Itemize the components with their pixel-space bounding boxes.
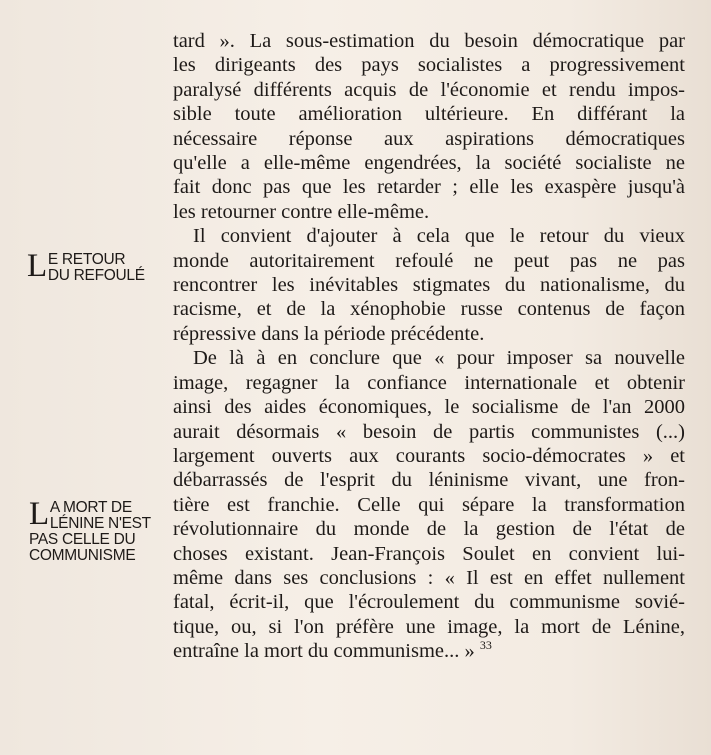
text-line: révolutionnaire du monde de la gestion de l'état de (173, 518, 685, 541)
text-line: ainsi des aides économiques, le socialisme de l'an 2000 (173, 396, 685, 419)
margin-note-line: A MORT DE (49, 499, 132, 516)
text-line: tière est franchie. Celle qui sépare la transformation (173, 493, 685, 516)
text-line-last (173, 639, 685, 663)
text-line: monde autoritairement refoulé ne peut pas ne pas (173, 249, 685, 272)
text-line: les retourner contre elle-même. (173, 200, 430, 223)
text-line: aurait désormais « besoin de partis communistes (...) (173, 420, 685, 443)
text-line: largement ouverts aux courants socio-démocrates » et (173, 444, 685, 467)
margin-note-retour-du-refoule (27, 248, 147, 284)
margin-note-mort-de-lenine (29, 496, 159, 564)
text-line: débarrassés de l'esprit du léninisme vivant, une fron- (173, 469, 685, 492)
paragraph-3 (173, 346, 685, 370)
text-line: sible toute amélioration ultérieure. En différant la (173, 103, 685, 126)
margin-note-line: PAS CELLE DU (29, 531, 136, 548)
margin-note-initial: L (27, 248, 47, 284)
margin-note-line: E RETOUR (47, 251, 126, 268)
text-line: tard ». La sous-estimation du besoin démocratique par (173, 30, 685, 52)
body-text (173, 29, 685, 664)
text-line: Il convient d'ajouter à cela que le retour du vieux (193, 225, 685, 248)
text-line: paralysé différents acquis de l'économie et rendu impos- (173, 78, 685, 101)
text-line: qu'elle a elle-même engendrées, la société socialiste ne (173, 152, 685, 175)
paragraph-2 (173, 224, 685, 248)
text-line: fatal, écrit-il, que l'écroulement du communisme sovié- (173, 591, 685, 614)
margin-note-line: COMMUNISME (29, 547, 136, 564)
margin-note-initial: L (29, 496, 49, 532)
paragraph-1 (173, 29, 685, 224)
margin-note-line: LÉNINE N'EST (49, 515, 151, 532)
text-line: De là à en conclure que « pour imposer sa nouvelle (193, 347, 685, 370)
text-line: fait donc pas que les retarder ; elle les exaspère jusqu'à (173, 176, 685, 199)
text-line: même dans ses conclusions : « Il est en effet nullement (173, 566, 685, 589)
text-line: entraîne la mort du communisme... » (173, 640, 475, 663)
footnote-reference: 33 (479, 638, 492, 653)
paragraph-3-continued (173, 371, 685, 664)
paragraph-2-continued (173, 249, 685, 347)
margin-note-line: DU REFOULÉ (47, 267, 145, 284)
text-line: tique, ou, si l'on préfère une image, la mort de Lénine, (173, 615, 685, 638)
text-line: les dirigeants des pays socialistes a progressivement (173, 54, 685, 77)
text-line: choses existant. Jean-François Soulet en convient lui- (173, 542, 685, 565)
text-line: nécessaire réponse aux aspirations démocratiques (173, 127, 685, 150)
text-line: rencontrer les inévitables stigmates du nationalisme, du (173, 274, 685, 297)
text-line: répressive dans la période précédente. (173, 322, 485, 345)
text-line: image, regagner la confiance internationale et obtenir (173, 371, 685, 394)
text-line: racisme, et de la xénophobie russe contenus de façon (173, 298, 685, 321)
